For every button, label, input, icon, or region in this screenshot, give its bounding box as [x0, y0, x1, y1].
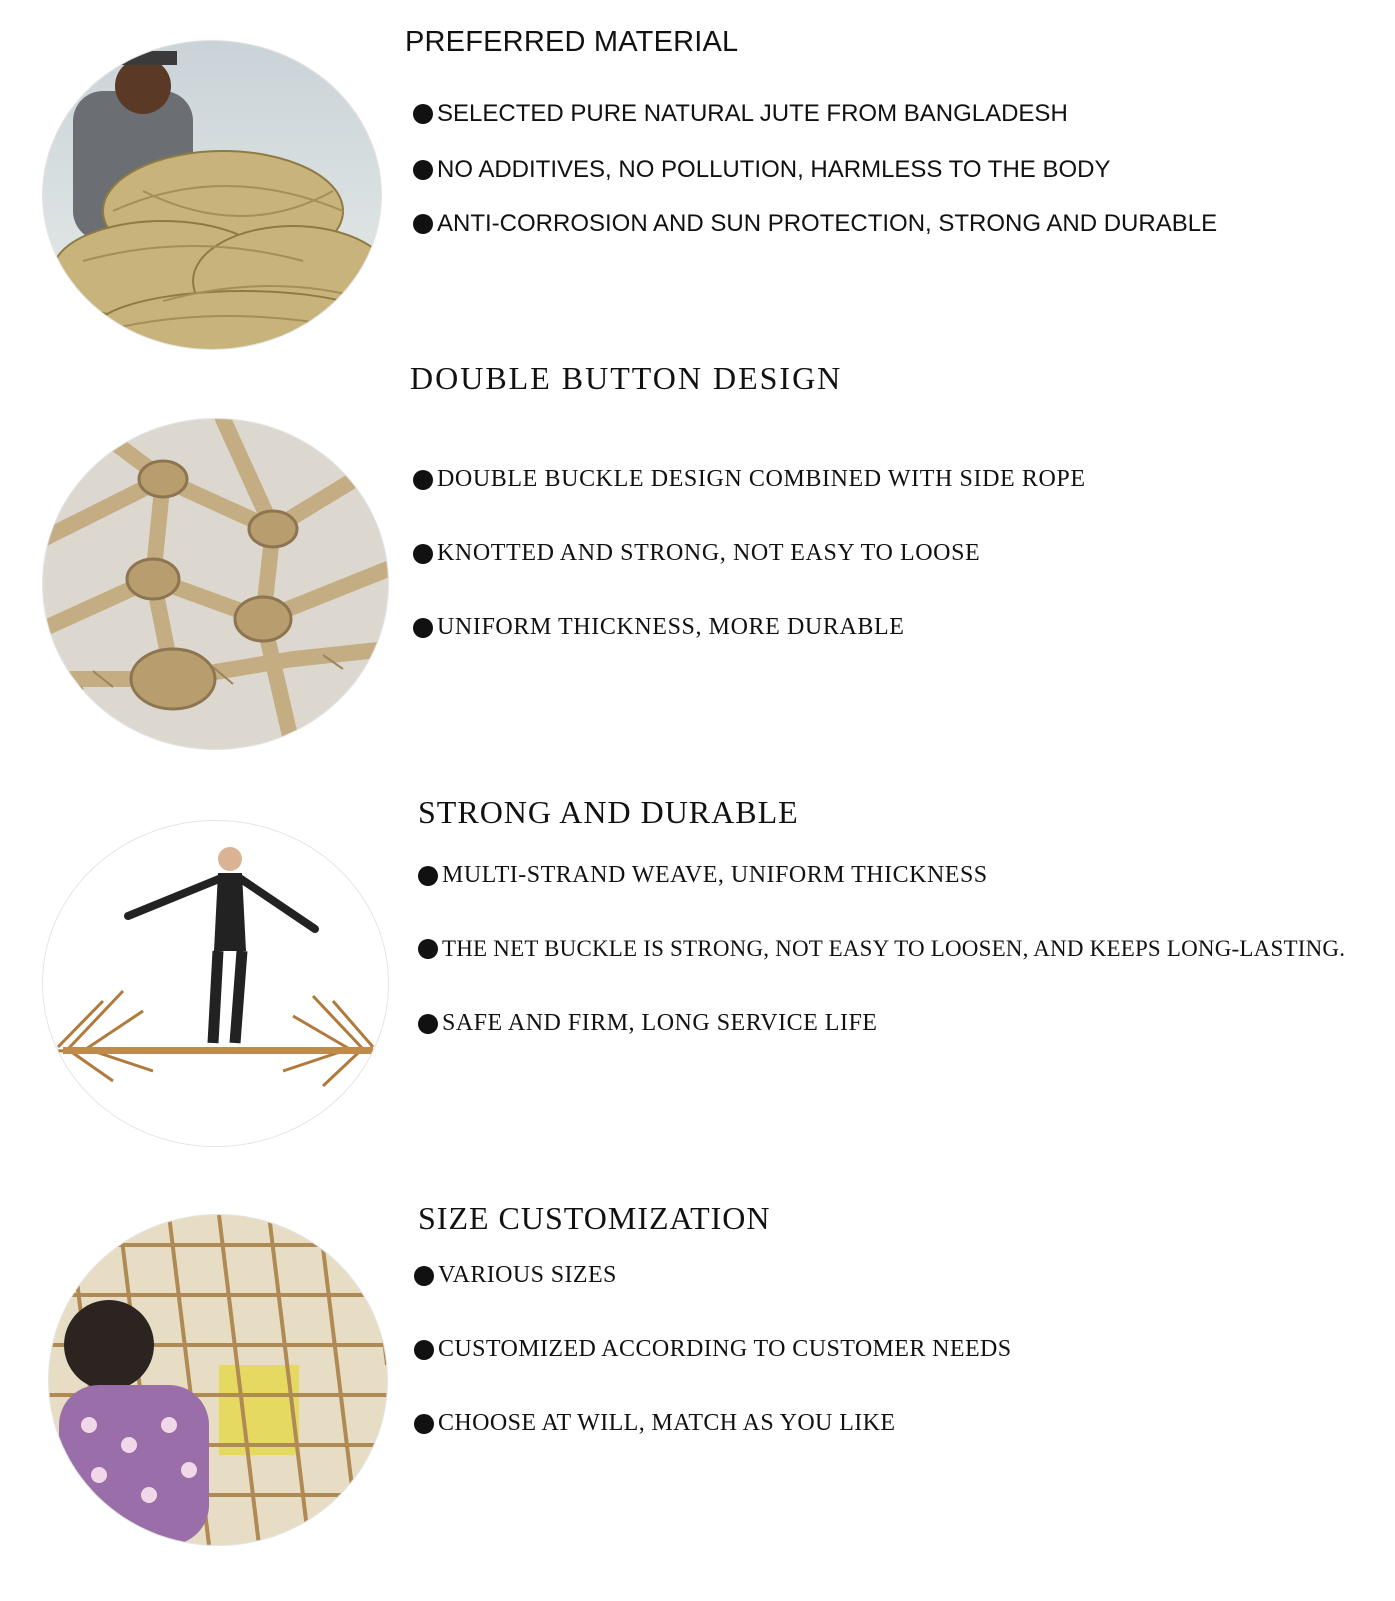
bullet-icon — [413, 214, 433, 234]
list-item: CUSTOMIZED ACCORDING TO CUSTOMER NEEDS — [414, 1336, 1012, 1363]
bullet-icon — [413, 618, 433, 638]
bullet-icon — [418, 939, 438, 959]
rope-net-with-person-photo — [48, 1214, 388, 1546]
bullet-icon — [414, 1340, 434, 1360]
bullet-icon — [413, 104, 433, 124]
man-balancing-on-rope-photo — [42, 820, 389, 1147]
section-title: DOUBLE BUTTON DESIGN — [410, 360, 843, 396]
list-item: SELECTED PURE NATURAL JUTE FROM BANGLADESH — [413, 100, 1068, 128]
list-item: VARIOUS SIZES — [414, 1262, 617, 1289]
list-item: NO ADDITIVES, NO POLLUTION, HARMLESS TO THE BODY — [413, 156, 1111, 184]
section-title: PREFERRED MATERIAL — [405, 26, 739, 58]
list-item: DOUBLE BUCKLE DESIGN COMBINED WITH SIDE ROPE — [413, 466, 1086, 493]
bullet-icon — [413, 160, 433, 180]
knotted-rope-net-photo — [42, 418, 389, 750]
bullet-icon — [418, 866, 438, 886]
section-preferred-material — [0, 0, 1395, 360]
list-item: MULTI-STRAND WEAVE, UNIFORM THICKNESS — [418, 862, 988, 889]
list-item: SAFE AND FIRM, LONG SERVICE LIFE — [418, 1010, 877, 1037]
list-item: KNOTTED AND STRONG, NOT EASY TO LOOSE — [413, 540, 980, 567]
list-item: THE NET BUCKLE IS STRONG, NOT EASY TO LOOSEN, AND KEEPS LONG-LASTING. — [418, 936, 1345, 962]
bullet-icon — [413, 544, 433, 564]
list-item: CHOOSE AT WILL, MATCH AS YOU LIKE — [414, 1410, 895, 1437]
section-size-customization — [0, 1200, 1395, 1601]
bullet-icon — [413, 470, 433, 490]
bullet-icon — [414, 1266, 434, 1286]
list-item: ANTI-CORROSION AND SUN PROTECTION, STRONG AND DURABLE — [413, 210, 1217, 238]
section-title: SIZE CUSTOMIZATION — [418, 1200, 771, 1236]
list-item: UNIFORM THICKNESS, MORE DURABLE — [413, 614, 905, 641]
section-title: STRONG AND DURABLE — [418, 794, 799, 830]
section-strong-and-durable — [0, 790, 1395, 1170]
section-double-button-design — [0, 360, 1395, 760]
bullet-icon — [418, 1014, 438, 1034]
bullet-icon — [414, 1414, 434, 1434]
jute-harvest-photo — [42, 40, 382, 350]
